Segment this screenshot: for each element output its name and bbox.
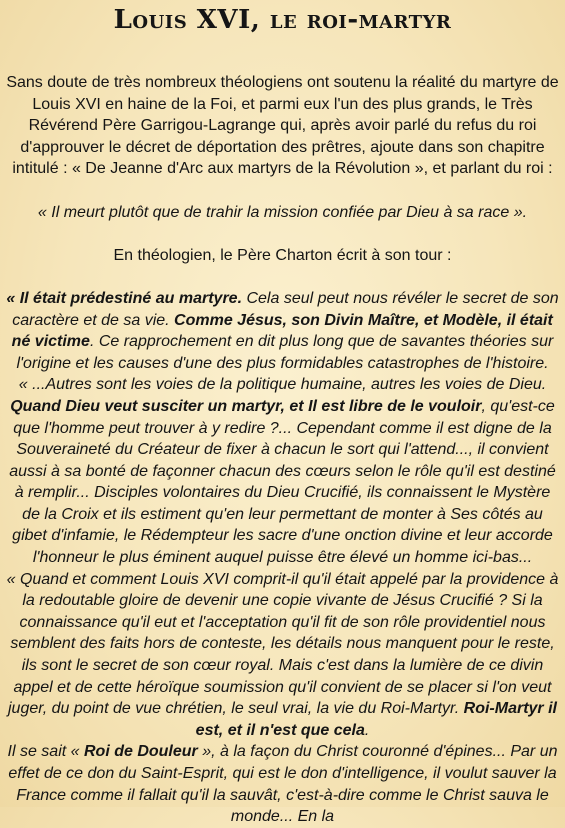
emphasis-text: Quand Dieu veut susciter un martyr, et Il est libre de le vouloir	[10, 397, 482, 415]
emphasis-text: Comme Jésus, son Divin Maître, et Modèle, il était né victime	[11, 311, 553, 351]
emphasis-text: Roi-Martyr il est, et il n'est que cela	[195, 700, 557, 739]
document-body	[6, 72, 559, 828]
quote-voies-de-dieu	[6, 374, 559, 568]
paragraph-intro: Sans doute de très nombreux théologiens ont soutenu la réalité du martyre de Louis XVI en haine de la Foi, et parmi eux l'un des plus grands, le Très Révérend Père Garrigou-Lagrange qui, après avoir parlé du refus du roi d'approuver le décret de déportation des prêtres, ajoute dans son chapitre intitulé : « De Jeanne d'Arc aux martyrs de la Révolution », et parlant du roi :	[6, 74, 559, 178]
spacer	[6, 223, 559, 245]
quote-text: , qu'est-ce que l'homme peut trouver à y redire ?... Cependant comme il est digne de la Souveraineté du Créateur de fixer à chacun le sort qui l'attend..., il convient aussi à sa bonté de façonner chacun des cœurs selon le rôle qu'il est destiné à remplir... Disciples volontaires du Dieu Crucifié, ils connaissent le Mystère de la Croix et ils estiment qu'en leur permettant de monter à Ses côtés au gibet d'infamie, le Rédempteur les sacre d'une onction divine et leur accorde l'honneur le plus éminent auquel puisse être élevé un homme ici-bas...	[9, 397, 556, 567]
emphasis-text: Roi de Douleur	[83, 743, 198, 761]
spacer	[6, 266, 559, 288]
quote-text: », à la façon du Christ couronné d'épines... Par un effet de ce don du Saint-Esprit, qui est le don d'intelligence, il voulut sauver la France comme il fallait qu'il la sauvât, c'est-à-dire comme le Christ sauva le monde... En la	[8, 743, 558, 826]
quote-garrigou-lagrange: « Il meurt plutôt que de trahir la mission confiée par Dieu à sa race ».	[37, 203, 528, 221]
quote-text: .	[364, 721, 370, 739]
paragraph-charton: En théologien, le Père Charton écrit à son tour :	[113, 246, 452, 264]
quote-text: . Ce rapprochement en dit plus long que de savantes théories sur l'origine et les causes d'une des plus formidables catastrophes de l'histoire.	[16, 333, 554, 372]
quote-roi-de-douleur	[6, 741, 559, 827]
quote-text: « ...Autres sont les voies de la politique humaine, autres les voies de Dieu.	[18, 376, 547, 394]
spacer	[6, 180, 559, 202]
quote-text: Cela seul peut nous révéler le secret de son caractère et de sa vie.	[12, 289, 559, 329]
quote-text: « Quand et comment Louis XVI comprit-il qu'il était appelé par la providence à la redoutable gloire de devenir une copie vivante de Jésus Crucifié ? Si la connaissance qu'il eut et l'acceptation qu'il fit de son rôle providentiel nous semblent des faits hors de conteste, les détails nous manquent pour le reste, ils sont le secret de son cœur royal. Mais c'est dans la lumière de ce divin appel et de cette héroïque soumission qu'il convient de se placer si l'on veut juger, du point de vue chrétien, le seul vrai, la vie du Roi-Martyr.	[6, 570, 559, 718]
page-title: Louis XVI, le roi-martyr	[113, 5, 452, 35]
emphasis-text: « Il était prédestiné au martyre.	[6, 289, 243, 307]
quote-louis-xvi	[6, 569, 559, 742]
quote-text: Il se sait «	[7, 743, 84, 761]
quote-predestine	[6, 288, 559, 374]
